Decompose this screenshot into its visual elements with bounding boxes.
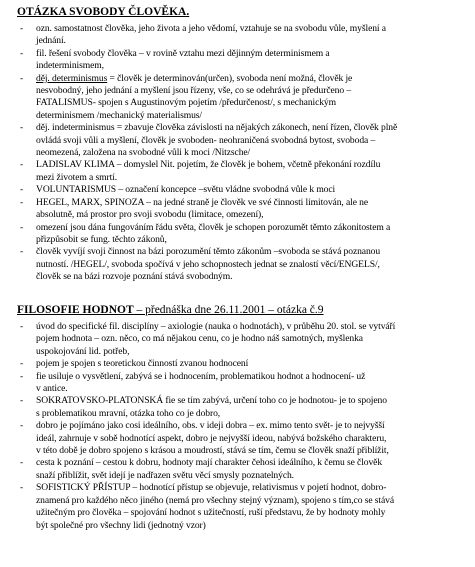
section-title-values: FILOSOFIE HODNOT – přednáška dne 26.11.2001 – otázka č.9 [17,304,324,316]
values-list [0,321,468,532]
list-item: - fil. řešení svobody člověka – v rovině vztahu mezi dějinným determinismem a indeterminismem, [20,47,330,72]
list-item: - člověk vyvíjí svoji činnost na bázi porozumění těmto zákonům –svoboda se stává poznanou nutností. /HEGEL/, svoboda spočívá v jeho schopnostech jednat se znalostí věcí/ENGELS/, člověk se na bázi rozvoje poznání stává svobodným. [20,246,381,283]
list-item: - SOKRATOVSKO-PLATONSKÁ fie se tím zabývá, určení toho co je hodnotou- je to spojeno s problematikou mravní, otázka toho co je dobro, [20,395,387,419]
list-item: - děj. indeterminismus = zbavuje člověka závislosti na nějakých zákonech, není řízen, člověk plně ovládá svoji vůli a myšlení, člověk je svoboden- neohraničená svobodná bytost, svoboda – neomezená, založena na svobodné vůli k moci /Nitzsche/ [20,122,398,159]
list-item: - děj. determinismus = člověk je determinován(určen), svoboda není možná, člověk je nesvobodný, jeho jednání a myšlení jsou řízeny, vše, co se odehrává je předurčeno – FATALISMUS- spojen s Augustinovým pojetím /předurčenost/, s mechanickým determinismem /mechanický materialismus/ [20,72,353,121]
list-item: - omezení jsou dána fungováním řádu světa, člověk je schopen porozumět těmto zákonitostem a přizpůsobit se fung. těchto zákonů, [20,221,391,245]
list-item: - úvod do specifické fil. disciplíny – axiologie (nauka o hodnotách), v průběhu 20. stol. se vytváří pojem hodnota – ozn. něco, co má nějakou cenu, co je hodno náš samotných, myšlenka uspokojování lid. potřeb, [20,321,396,357]
list-item: - SOFISTICKÝ PŘÍSTUP – hodnotící přístup se objevuje, relativismus v pojetí hodnot, dobro- znamená pro každého něco jiného (nemá pro všechny stejný význam), spojeno s tím,co se stává užitečným pro člověka – spojování hodnot s užitečností, ruší představu, že by hodnoty mohly být společné pro všechny lidi (jednotný vzor) [20,482,395,531]
freedom-list [0,23,468,284]
section-title-freedom: OTÁZKA SVOBODY ČLOVĚKA. [17,6,190,18]
list-item: - ozn. samostatnost člověka, jeho života a jeho vědomí, vztahuje se na svobodu vůle, myšlení a jednání. [20,23,386,47]
list-item: - LADISLAV KLIMA – domyslel Nit. pojetím, že člověk je bohem, včetně překonání rozdílu mezi životem a smrtí. [20,159,381,183]
list-item: - fie usiluje o vysvětlení, zabývá se i hodnocením, problematikou hodnot a hodnocení- už v antice. [20,370,366,395]
underlined-term: děj. determinismus [36,72,108,84]
list-item: - HEGEL, MARX, SPINOZA – na jedné straně je člověk ve své činnosti limitován, ale ne absolutně, má prostor pro svoji svobodu (limitace, omezení), [20,196,369,221]
list-item: - cesta k poznání – cestou k dobru, hodnoty mají charakter čehosi ideálního, k čemu se člověk snaží přiblížit, svět idejí je nadřazen světu věcí smysly poznatelných. [20,457,383,481]
list-item: - pojem je spojen s teoretickou činností zvanou hodnocení [20,358,249,370]
list-item: - VOLUNTARISMUS – označení koncepce –světu vládne svobodná vůle k moci [20,184,336,196]
list-item: - dobro je pojímáno jako cosi ideálního, obs. v ideji dobra – ex. mimo tento svět- je to nejvyšší ideál, zahrnuje v sobě hodnotící aspekt, dobro je nejvyšší ideou, nabývá božského charakteru, v této době je dobro spojeno s krásou a moudrostí, stává se tím, čemu se člověk snaží přiblížit, [20,420,389,457]
